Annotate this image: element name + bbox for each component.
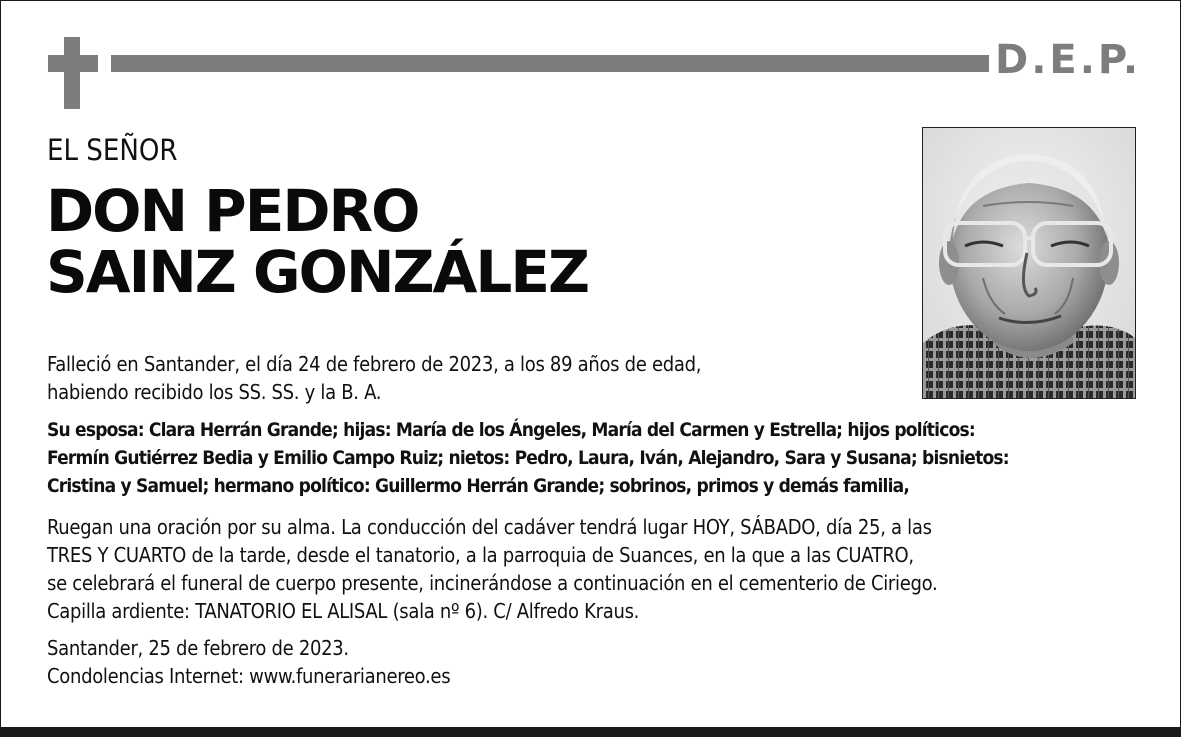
service-line: Ruegan una oración por su alma. La conducción del cadáver tendrá lugar HOY, SÁBADO, día 25, a las xyxy=(47,515,932,539)
family-line: Cristina y Samuel; hermano político: Guillermo Herrán Grande; sobrinos, primos y demás familia, xyxy=(47,475,910,497)
family-line: Fermín Gutiérrez Bedia y Emilio Campo Ruiz; nietos: Pedro, Laura, Iván, Alejandro, Sara y Susana; bisnietos: xyxy=(47,447,1009,469)
death-notice-line: Falleció en Santander, el día 24 de febrero de 2023, a los 89 años de edad, xyxy=(47,352,702,376)
portrait-photo xyxy=(922,127,1136,399)
condolences-link: Condolencias Internet: www.funerarianereo.es xyxy=(47,664,451,688)
service-info xyxy=(47,513,937,625)
cross-horizontal-bar xyxy=(48,55,98,72)
service-line: se celebrará el funeral de cuerpo presente, incinerándose a continuación en el cementerio de Ciriego. xyxy=(47,571,938,595)
header-rule xyxy=(111,55,989,72)
title-prefix: EL SEÑOR xyxy=(47,133,178,167)
service-line: Capilla ardiente: TANATORIO EL ALISAL (sala nº 6). C/ Alfredo Kraus. xyxy=(47,599,640,623)
death-notice xyxy=(47,350,701,406)
name-line-1: DON PEDRO xyxy=(46,177,419,245)
footer xyxy=(47,634,450,690)
bottom-bar xyxy=(0,727,1181,737)
death-notice-line: habiendo recibido los SS. SS. y la B. A. xyxy=(47,380,382,404)
dep-initials: D.E.P. xyxy=(995,37,1142,83)
service-line: TRES Y CUARTO de la tarde, desde el tanatorio, a la parroquia de Suances, en la que a las CUATRO, xyxy=(47,543,914,567)
name-line-2: SAINZ GONZÁLEZ xyxy=(46,238,589,306)
portrait-illustration xyxy=(923,128,1135,398)
place-date: Santander, 25 de febrero de 2023. xyxy=(47,636,349,660)
deceased-name xyxy=(46,177,589,306)
family-list xyxy=(47,416,1009,500)
cross-vertical-bar xyxy=(64,37,80,109)
family-line: Su esposa: Clara Herrán Grande; hijas: María de los Ángeles, María del Carmen y Estrella; hijos políticos: xyxy=(47,419,975,441)
